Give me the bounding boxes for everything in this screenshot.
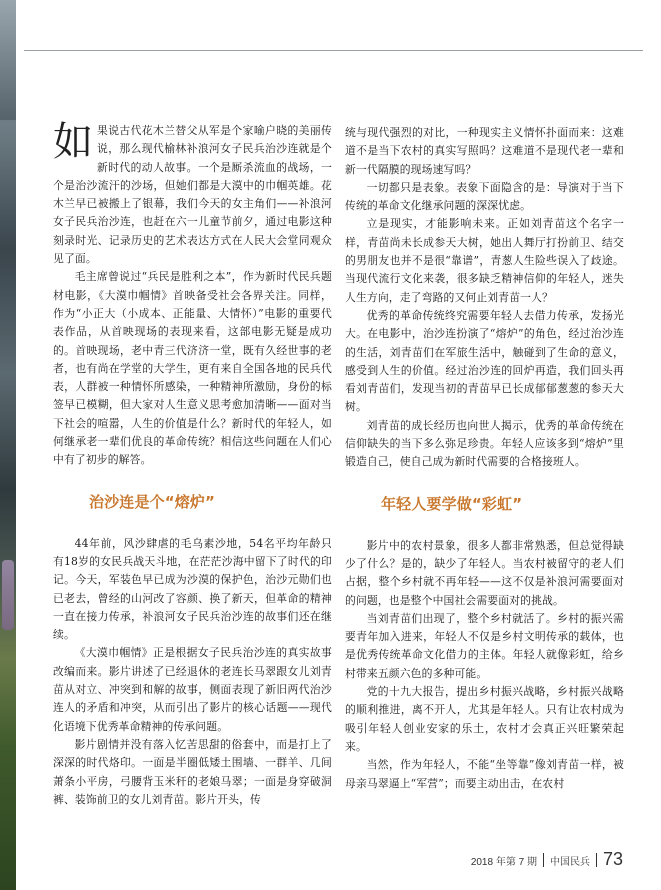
paragraph: 44年前，风沙肆虐的毛乌素沙地，54名平均年龄只有18岁的女民兵战天斗地，在茫茫沙海中留下了时代的印记。今天，军装色早已成为沙漠的保护色，治沙元勋们也已老去，曾经的山河改了容颜、换了新天，但革命的精神一直在接力传承，补浪河女子民兵治沙连的故事们还在继续。: [53, 536, 332, 642]
dropcap: 如: [53, 119, 94, 165]
paragraph: 当刘青苗们出现了，整个乡村就活了。乡村的振兴需要青年加入进来，年轻人不仅是乡村文明传承的载体，也是优秀传统革命文化借力的主体。年轻人就像彩虹，给乡村带来五颜六色的多种可能。: [345, 611, 624, 680]
photo-sky: [0, 0, 16, 120]
top-rule: [24, 50, 643, 51]
paragraph: 毛主席曾说过“兵民是胜利之本”，作为新时代民兵题材电影，《大漠巾帼情》首映备受社会各界关注。同样，作为“小正大（小成本、正能量、大情怀）”电影的重要代表作品，从首映现场的表现来看，这部电影无疑是成功的。首映现场，老中青三代济济一堂，既有久经世事的老者，也有尚在学堂的大学生，更有来自全国各地的民兵代表，人群被一种情怀所感染，一种精神所激励，身份的标签早已模糊，但大家对人生意义思考愈加清晰——面对当下社会的喧嚣，人生的价值是什么？新时代的年轻人，如何继承老一辈们优良的革命传统？相信这些问题在人们心中有了初步的解答。: [53, 270, 332, 467]
magazine-name: 中国民兵: [549, 857, 590, 868]
section-heading-furnace: 治沙连是个“熔炉”: [89, 492, 216, 511]
paragraph: 影片剧情并没有落入忆苦思甜的俗套中，而是打上了深深的时代烙印。一面是半圈低矮土围墙、一群羊、几间萧条小平房，弓腰背玉米秆的老娘马翠；一面是身穿破洞裤、装饰前卫的女儿刘青苗。影片开头，传: [53, 737, 332, 806]
paragraph: 当然，作为年轻人，不能“坐等靠”像刘青苗一样，被母亲马翠逼上“军营”；而要主动出击，在农村: [345, 758, 624, 790]
paragraph: 一切都只是表象。表象下面隐含的是：导演对于当下传统的革命文化继承问题的深深忧虑。: [345, 180, 624, 213]
section-heading-rainbow: 年轻人要学做“彩虹”: [381, 494, 523, 513]
paragraph-continued: 统与现代强烈的对比，一种现实主义情怀扑面而来：这难道不是当下农村的真实写照吗？这难道不是现代老一辈和新一代隔膜的现场速写吗？: [345, 126, 624, 176]
intro-paragraph: [53, 119, 332, 268]
footer-divider: [596, 853, 597, 867]
paragraph: 影片中的农村景象，很多人都非常熟悉，但总觉得缺少了什么？是的，缺少了年轻人。当农村被留守的老人们占据，整个乡村就不再年轻——这不仅是补浪河需要面对的问题，也是整个中国社会需要面对的挑战。: [345, 538, 624, 607]
intro-text: 果说古代花木兰替父从军是个家喻户晓的美丽传说，那么现代榆林补浪河女子民兵治沙连就是个新时代的动人故事。一个是厮杀流血的战场，一个是治沙流汗的沙场，但她们都是大漠中的巾帼英雄。花木兰早已被搬上了银幕，我们今天的女主角们——补浪河女子民兵治沙连，也赶在六一儿童节前夕，通过电影这种刻录时光、记录历史的艺术表达方式在人民大会堂同观众见了面。: [53, 124, 332, 266]
right-column: [345, 124, 624, 793]
paragraph: 优秀的革命传统终究需要年轻人去借力传承，发扬光大。在电影中，治沙连扮演了“熔炉”的角色，经过治沙连的生活，刘青苗们在军旅生活中，触碰到了生命的意义，感受到人生的价值。经过治沙连的回炉再造，我们回头再看刘青苗们，发现当初的青苗早已长成郁郁葱葱的参天大树。: [345, 308, 624, 414]
page-footer: [471, 850, 623, 868]
paragraph: 立是现实，才能影响未来。正如刘青苗这个名字一样，青苗尚未长成参天大树，她出人舞厅打扮前卫、结交的男朋友也并不是很“靠谱”，青葱人生险些误入了歧途。当现代流行文化来袭，很多缺乏精神信仰的年轻人，迷失人生方向，走了弯路的又何止刘青苗一人？: [345, 217, 624, 304]
page-number: 73: [602, 849, 623, 869]
photo-strip: [0, 0, 16, 890]
footer-divider: [543, 853, 544, 867]
paragraph: 党的十九大报告，提出乡村振兴战略，乡村振兴战略的顺利推进，离不开人，尤其是年轻人。只有让农村成为吸引年轻人创业安家的乐土，农村才会真正兴旺繁荣起来。: [345, 685, 624, 753]
left-column: [53, 119, 332, 809]
paragraph: 《大漠巾帼情》正是根据女子民兵治沙连的真实故事改编而来。影片讲述了已经退休的老连长马翠跟女儿刘青苗从对立、冲突到和解的故事，侧面表现了新旧两代治沙连人的矛盾和冲突，从而引出了影片的核心话题——现代化语境下优秀革命精神的传承问题。: [53, 646, 332, 733]
paragraph: 刘青苗的成长经历也向世人揭示，优秀的革命传统在信仰缺失的当下多么弥足珍贵。年轻人应该多到“熔炉”里锻造自己，使自己成为新时代需要的合格接班人。: [345, 418, 624, 469]
issue-label: 2018 年第 7 期: [470, 857, 537, 868]
photo-figure: [2, 560, 14, 630]
